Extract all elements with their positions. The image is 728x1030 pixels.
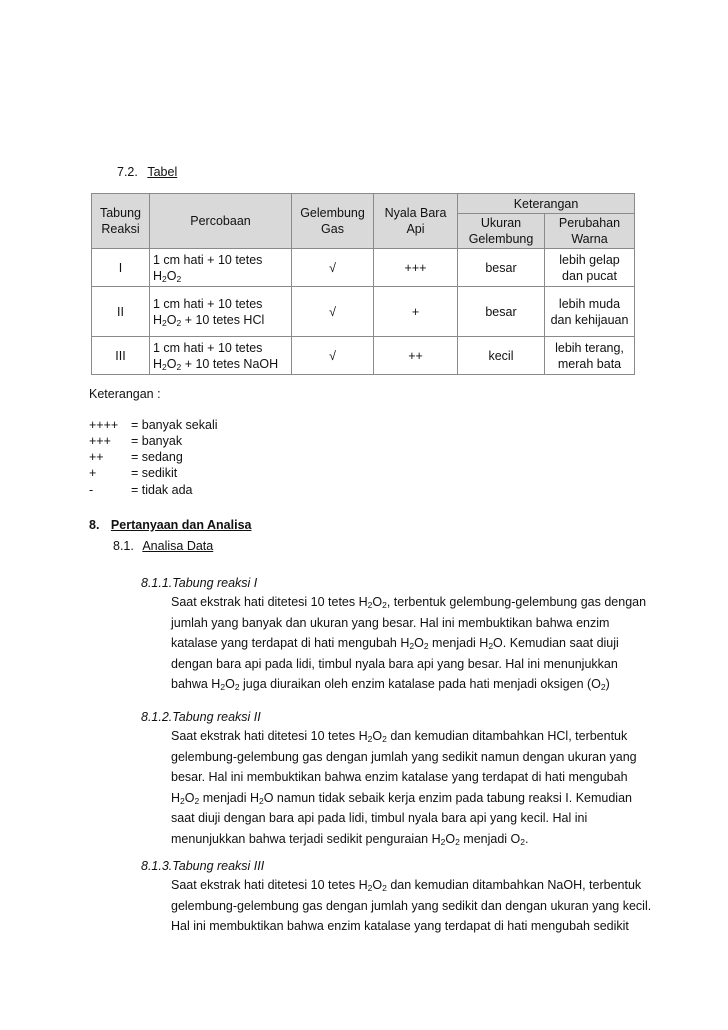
- cell-tabung: I: [92, 249, 150, 287]
- paragraph-line: $H_2O_2$ menjadi $H_2O$ namun tidak sebaik kerja enzim pada tabung reaksi I. Kemudian: [171, 790, 632, 806]
- cell-gas: √: [292, 249, 374, 287]
- header-perubahan: Perubahan Warna: [545, 214, 635, 249]
- paragraph-line: jumlah yang banyak dan ukuran yang besar. Hal ini membuktikan bahwa enzim: [171, 615, 610, 630]
- cell-nyala: +: [374, 287, 458, 337]
- table-row: [92, 287, 635, 337]
- cell-warna: lebih muda dan kehijauan: [545, 287, 635, 337]
- cell-ukuran: besar: [458, 249, 545, 287]
- cell-ukuran: besar: [458, 287, 545, 337]
- section-81-number: 8.1.: [113, 539, 134, 553]
- header-nyala: Nyala Bara Api: [374, 194, 458, 249]
- header-keterangan: Keterangan: [458, 194, 635, 214]
- legend-title: Keterangan :: [89, 387, 161, 401]
- header-percobaan: Percobaan: [150, 194, 292, 249]
- header-ukuran: Ukuran Gelembung: [458, 214, 545, 249]
- cell-percobaan: 1 cm hati + 10 tetes $H_2O_2$: [150, 249, 292, 287]
- paragraph-line: saat diuji dengan bara api pada lidi, timbul nyala bara api yang kecil. Hal ini: [171, 811, 588, 826]
- cell-ukuran: kecil: [458, 337, 545, 375]
- legend-desc: = banyak: [131, 434, 183, 448]
- paragraph-line: besar. Hal ini membuktikan bahwa enzim katalase yang terdapat di hati mengubah: [171, 770, 628, 785]
- legend-desc: = banyak sekali: [131, 418, 218, 432]
- table-row: [92, 249, 635, 287]
- paragraph-line: bahwa $H_2O_2$ juga diuraikan oleh enzim katalase pada hati menjadi oksigen $(O_2)$: [171, 677, 610, 693]
- cell-gas: √: [292, 287, 374, 337]
- cell-percobaan: 1 cm hati + 10 tetes $H_2O_2 + 10$ tetes NaOH: [150, 337, 292, 375]
- cell-tabung: II: [92, 287, 150, 337]
- cell-percobaan: 1 cm hati + 10 tetes $H_2O_2 + 10$ tetes HCl: [150, 287, 292, 337]
- paragraph-line: gelembung-gelembung gas dengan jumlah yang sedikit dan dengan ukuran yang kecil.: [171, 898, 652, 913]
- cell-warna: lebih gelap dan pucat: [545, 249, 635, 287]
- section-81-heading: [113, 539, 213, 553]
- legend-symbol: ++: [89, 450, 104, 464]
- cell-gas: √: [292, 337, 374, 375]
- paragraph-line: menunjukkan bahwa terjadi sedikit penguraian $H_2O_2$ menjadi $O_2$.: [171, 831, 529, 847]
- subsection-paragraph: [171, 592, 651, 695]
- paragraph-line: Saat ekstrak hati ditetesi 10 tetes $H_2O_2$ dan kemudian ditambahkan NaOH, terbentuk: [171, 878, 642, 893]
- subsection-heading: 8.1.3.Tabung reaksi III: [141, 859, 265, 873]
- results-table: [91, 193, 635, 375]
- paragraph-line: gelembung-gelembung gas dengan jumlah yang sedikit namun dengan ukuran yang: [171, 749, 637, 764]
- paragraph-line: Saat ekstrak hati ditetesi 10 tetes $H_2O_2$, terbentuk gelembung-gelembung gas dengan: [171, 595, 647, 610]
- legend-desc: = sedikit: [131, 466, 178, 480]
- section-8-title: Pertanyaan dan Analisa: [110, 518, 252, 532]
- section-8-heading: [89, 518, 252, 532]
- subsection-heading: 8.1.2.Tabung reaksi II: [141, 710, 261, 724]
- cell-nyala: +++: [374, 249, 458, 287]
- subsection-paragraph: [171, 875, 651, 937]
- section-81-title: Analisa Data: [142, 539, 214, 553]
- cell-warna: lebih terang, merah bata: [545, 337, 635, 375]
- cell-nyala: ++: [374, 337, 458, 375]
- section-72-heading: [117, 165, 177, 179]
- legend-symbol: ++++: [89, 418, 119, 432]
- section-72-number: 7.2.: [117, 165, 138, 179]
- header-tabung: Tabung Reaksi: [92, 194, 150, 249]
- legend-desc: = tidak ada: [131, 483, 193, 497]
- legend-symbol: +++: [89, 434, 111, 448]
- paragraph-line: dengan bara api pada lidi, timbul nyala bara api yang besar. Hal ini menunjukkan: [171, 656, 618, 671]
- cell-tabung: III: [92, 337, 150, 375]
- legend-desc: = sedang: [131, 450, 183, 464]
- subsection-heading: 8.1.1.Tabung reaksi I: [141, 576, 258, 590]
- paragraph-line: Hal ini membuktikan bahwa enzim katalase yang terdapat di hati mengubah sedikit: [171, 919, 629, 934]
- section-72-title: Tabel: [147, 165, 178, 179]
- subsection-paragraph: [171, 726, 651, 850]
- legend-symbol: -: [89, 483, 94, 497]
- paragraph-line: Saat ekstrak hati ditetesi 10 tetes $H_2O_2$ dan kemudian ditambahkan HCl, terbentuk: [171, 729, 628, 744]
- section-8-number: 8.: [89, 518, 100, 532]
- paragraph-line: katalase yang terdapat di hati mengubah $H_2O_2$ menjadi $H_2O$. Kemudian saat diuji: [171, 636, 619, 652]
- legend-symbol: +: [89, 466, 97, 480]
- table-row: [92, 337, 635, 375]
- header-gelembung: Gelembung Gas: [292, 194, 374, 249]
